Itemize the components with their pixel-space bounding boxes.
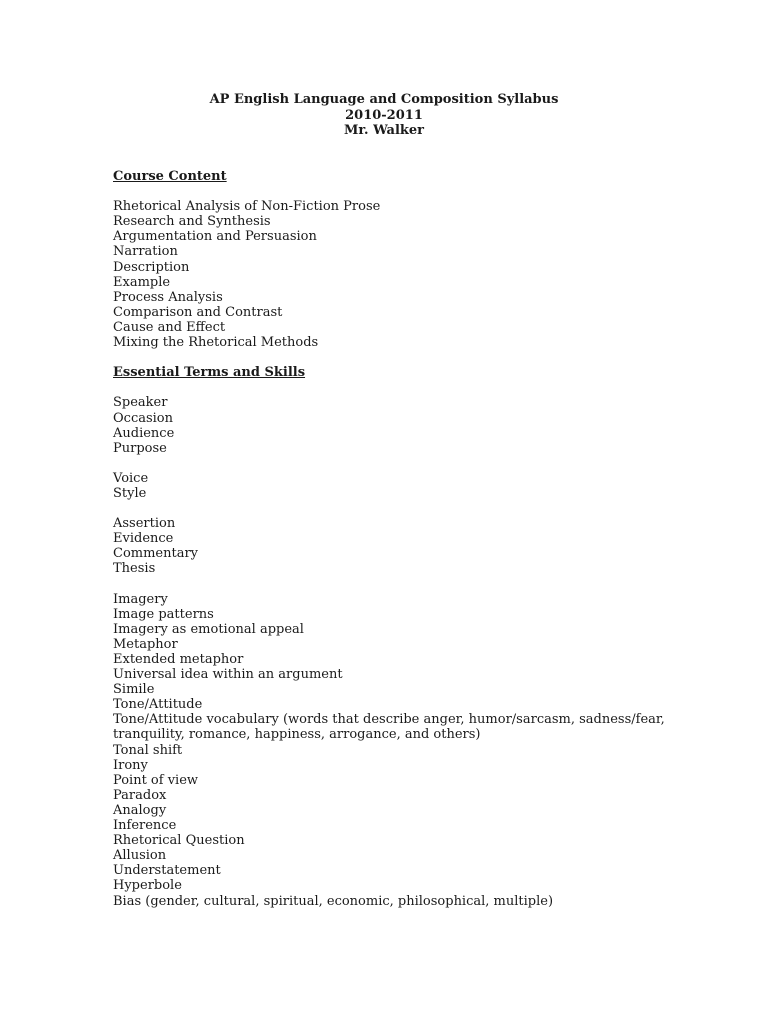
list-item: Imagery as emotional appeal [113, 621, 304, 637]
terms-group-voice [113, 471, 733, 501]
spacer [113, 501, 733, 516]
teacher-name: Mr. Walker [343, 123, 425, 138]
spacer [113, 577, 733, 592]
spacer [113, 380, 733, 395]
list-item: Speaker [113, 395, 168, 411]
title-block [0, 92, 768, 139]
terms-group-rhetoric [113, 592, 733, 909]
list-item: Tone/Attitude vocabulary (words that describe anger, humor/sarcasm, sadness/fear, tranquility, romance, happiness, arrogance, and others) [113, 712, 665, 743]
list-item: Rhetorical Analysis of Non-Fiction Prose [113, 199, 381, 215]
list-item: Understatement [113, 863, 221, 879]
syllabus-body [113, 169, 733, 909]
list-item: Hyperbole [113, 878, 182, 894]
list-item: Irony [113, 757, 148, 773]
list-item: Analogy [113, 802, 167, 818]
essential-terms-heading: Essential Terms and Skills [113, 365, 306, 381]
list-item: Metaphor [113, 636, 178, 652]
list-item: Research and Synthesis [113, 214, 271, 230]
terms-group-argument [113, 516, 733, 576]
list-item: Tonal shift [113, 742, 183, 758]
list-item: Style [113, 485, 147, 501]
list-item: Commentary [113, 546, 199, 562]
school-years: 2010-2011 [345, 107, 423, 123]
list-item: Description [113, 259, 190, 275]
list-item: Rhetorical Question [113, 833, 245, 849]
list-item: Image patterns [113, 606, 214, 622]
list-item: Example [113, 274, 171, 290]
list-item: Assertion [113, 516, 176, 532]
list-item: Thesis [113, 561, 156, 577]
spacer [113, 350, 733, 365]
list-item: Tone/Attitude [113, 697, 203, 713]
list-item: Imagery [113, 591, 168, 607]
list-item: Process Analysis [113, 289, 223, 305]
course-content-heading: Course Content [113, 169, 227, 184]
list-item: Occasion [113, 410, 173, 426]
list-item: Mixing the Rhetorical Methods [113, 335, 319, 351]
list-item: Bias (gender, cultural, spiritual, economic, philosophical, multiple) [113, 893, 554, 909]
list-item: Inference [113, 818, 177, 834]
list-item: Paradox [113, 787, 167, 803]
course-content-list [113, 199, 733, 350]
list-item: Purpose [113, 440, 167, 456]
list-item: Audience [113, 425, 175, 441]
list-item: Evidence [113, 531, 174, 547]
spacer [113, 184, 733, 199]
list-item: Point of view [113, 772, 199, 788]
list-item: Allusion [113, 848, 167, 864]
list-item: Narration [113, 244, 178, 260]
list-item: Voice [113, 470, 149, 486]
list-item: Cause and Effect [113, 319, 226, 335]
terms-group-audience [113, 395, 733, 455]
list-item: Simile [113, 682, 155, 698]
spacer [113, 456, 733, 471]
list-item: Extended metaphor [113, 652, 244, 667]
document-title: AP English Language and Composition Syllabus [209, 92, 559, 107]
list-item: Argumentation and Persuasion [113, 229, 317, 245]
list-item: Universal idea within an argument [113, 667, 343, 683]
list-item: Comparison and Contrast [113, 304, 283, 320]
